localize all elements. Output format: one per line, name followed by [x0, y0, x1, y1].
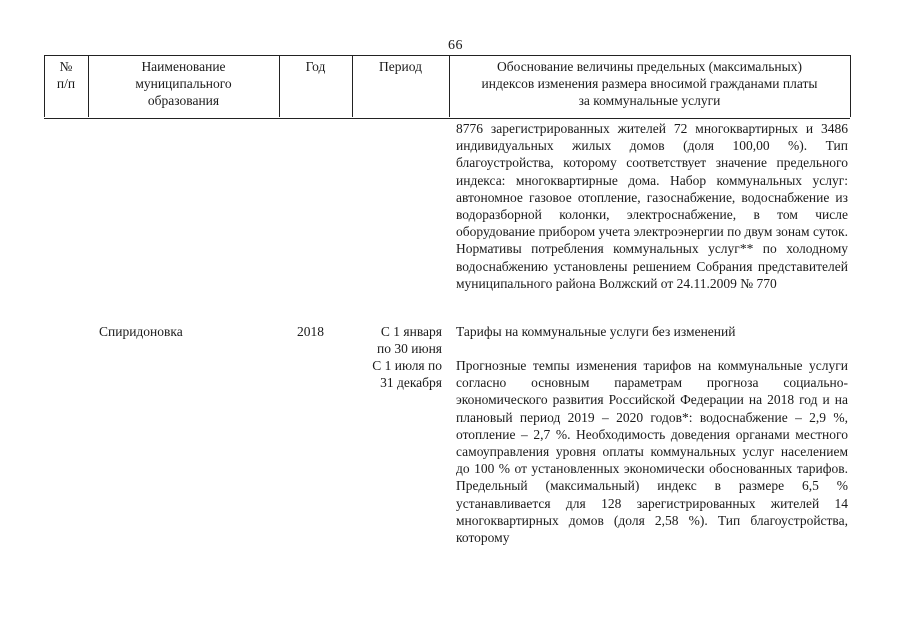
header-justification: Обоснование величины предельных (максимальных) индексов изменения размера вносимой гражданами платы за коммунальные услуги	[481, 59, 818, 108]
row-year: 2018	[297, 324, 324, 339]
header-municipality: Наименование муниципального образования	[135, 59, 232, 108]
column-divider	[850, 55, 851, 117]
header-number: № п/п	[56, 59, 76, 91]
page-number: 66	[448, 38, 463, 53]
header-year: Год	[305, 59, 326, 74]
period-second-half: С 1 июля по 31 декабря	[372, 358, 442, 390]
municipality-name: Спиридоновка	[99, 324, 183, 339]
period-first-half: С 1 января по 30 июня	[377, 324, 442, 356]
forecast-paragraph: Прогнозные темпы изменения тарифов на коммунальные услуги согласно основным параметрам прогноза социально-экономического развития Российской Федерации на 2018 год и на плановый период 2019 – 2020 годов*: водоснабжение – 2,9 %, отопление – 2,7 %. Необходимость доведения органами местного самоуправления уровня оплаты коммунальных услуг населением до 100 % от установленных экономически обоснованных тарифов. Предельный (максимальный) индекс в размере 6,5 % устанавливается для 128 зарегистрированных жителей 14 многоквартирных домов (доля 2,58 %). Тип благоустройства, которому	[456, 358, 848, 546]
tariff-note: Тарифы на коммунальные услуги без изменений	[456, 324, 736, 339]
header-period: Период	[379, 59, 422, 74]
continuation-paragraph: 8776 зарегистрированных жителей 72 многоквартирных и 3486 индивидуальных жилых домов (доля 100,00 %). Тип благоустройства, которому соответствует значение предельного индекса: многоквартирные дома. Набор коммунальных услуг: автономное газовое отопление, газоснабжение, водоснабжение из водоразборной колонки, электроснабжение, в том числе оборудование прибором учета электроэнергии по двум зонам суток. Нормативы потребления коммунальных услуг** по холодному водоснабжению установлены решением Собрания представителей муниципального района Волжский от 24.11.2009 № 770	[456, 121, 848, 291]
